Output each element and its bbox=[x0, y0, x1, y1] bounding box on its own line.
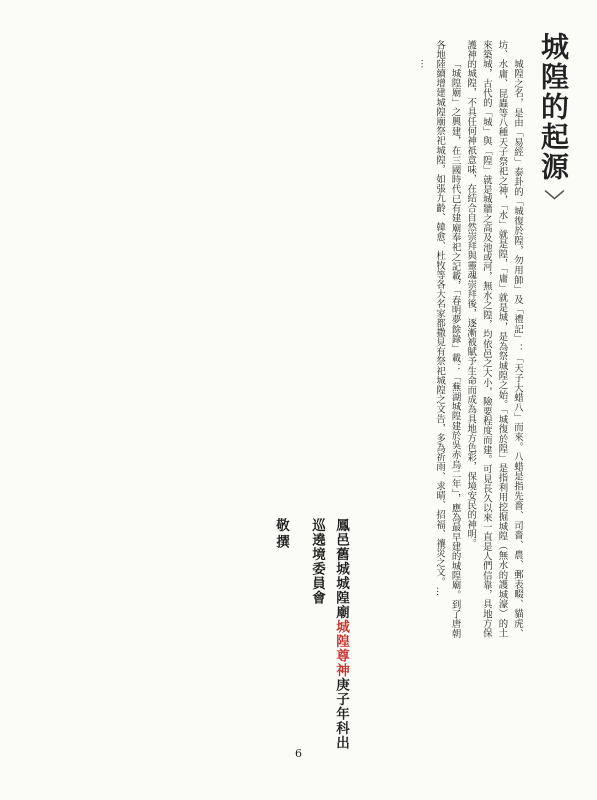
org-highlight: 城隍尊神 bbox=[333, 619, 349, 678]
page-number: 6 bbox=[295, 747, 302, 760]
paragraph: 「城隍廟」之興建，在三國時代已有建廟奉祀之記載，「春明夢餘錄」載：「蕪湖城隍建於吳赤烏二年」，應為最早建的城隍廟。到了唐朝各地陸續增建城隍廟祭祀城隍，如張九齡、韓愈、杜牧等各大名家都撒見有祭祀城隍之文告，多為祈雨、求晴、招福、禳災之文。… bbox=[434, 40, 461, 638]
paragraph: 城隍之名，是由「易經」泰卦的「城復於隍，勿用師」及「禮記」：「天子大蜡八」而來。八蜡是指先嗇、司嗇、農、郵表畷、貓虎、坊、水庸、昆蟲等八種天子祭祀之神，「水」就是隍，「庸」就是城，是為祭城隍之始。「城復於隍」是指利用挖掘城隍（無水的護城濠）的土來築城，古代的「城」與「隍」就是城牆之高及池或河，無水之隍，均依邑之大小，險要程度而建。可見長久以來一直是人們信靠，具地方保護神的城隍，不具任何神祇意味，在結合自然崇拜與靈魂崇拜後，逐漸被賦予生命而成為具地方色彩，保境安民的神明。 bbox=[465, 40, 523, 638]
title-mark: 〉 bbox=[541, 190, 565, 212]
org-prefix: 鳳邑舊城城隍廟 bbox=[333, 518, 349, 620]
org-suffix: 庚子年科出巡遶境委員會 bbox=[309, 518, 349, 750]
signature-organization bbox=[305, 518, 353, 750]
signature-closing: 敬撰 bbox=[273, 518, 289, 551]
signature-block bbox=[203, 518, 353, 750]
paragraph: … bbox=[418, 58, 430, 69]
page-title bbox=[529, 32, 577, 212]
title-text: 城隍的起源 bbox=[537, 32, 570, 182]
